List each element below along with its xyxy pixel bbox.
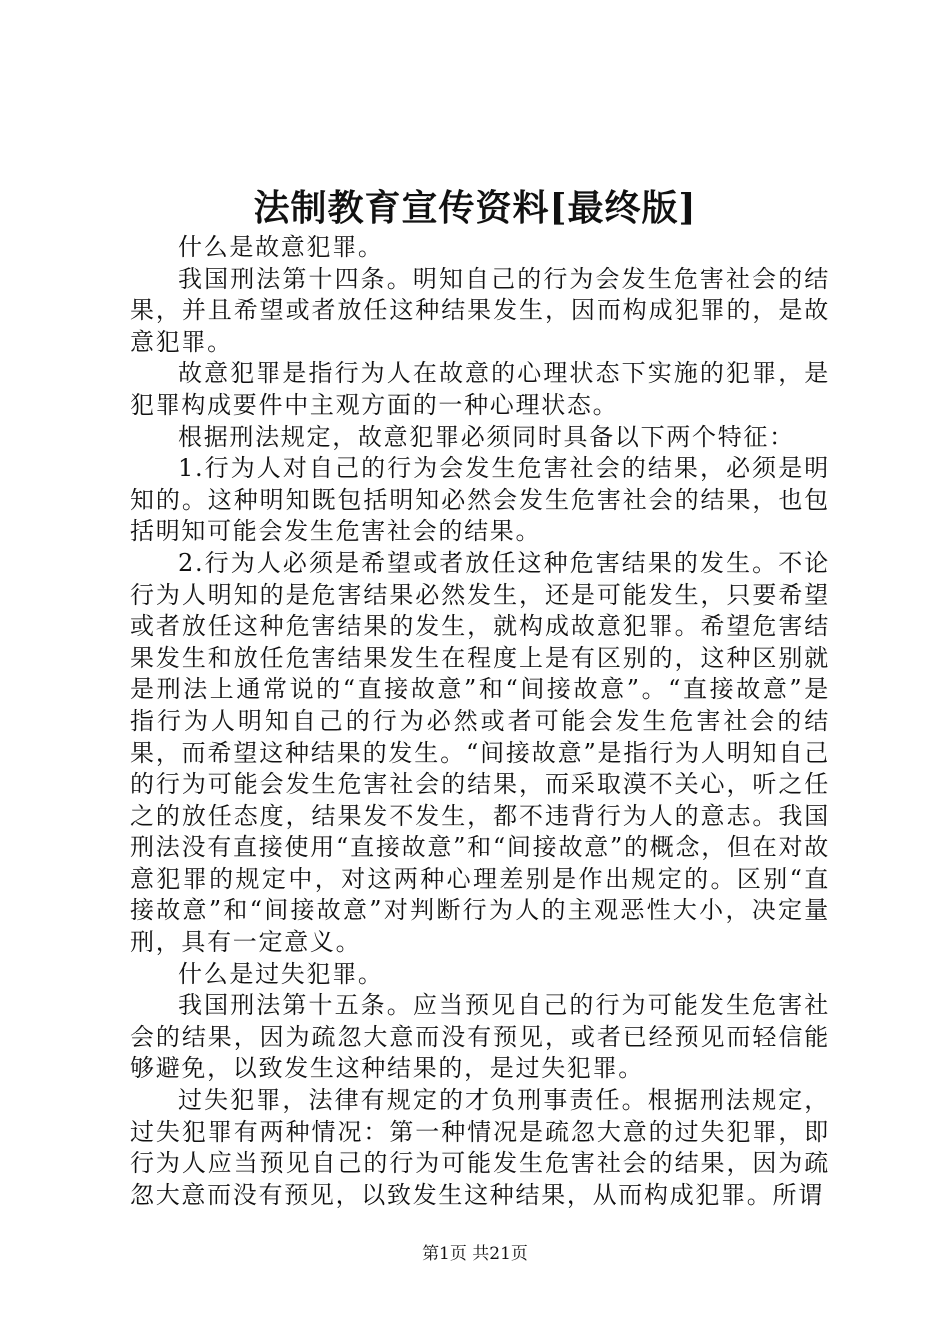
paragraph: 2.行为人必须是希望或者放任这种危害结果的发生。不论行为人明知的是危害结果必然发生，还是可能发生，只要希望或者放任这种危害结果的发生，就构成故意犯罪。希望危害结果发生和放任危害结果发生在程度上是有区别的，这种区别就是刑法上通常说的“直接故意”和“间接故意”。“直接故意”是指行为人明知自己的行为必然或者可能会发生危害社会的结果，而希望这种结果的发生。“间接故意”是指行为人明知自己的行为可能会发生危害社会的结果，而采取漠不关心，听之任之的放任态度，结果发不发生，都不违背行为人的意志。我国刑法没有直接使用“直接故意”和“间接故意”的概念，但在对故意犯罪的规定中，对这两种心理差别是作出规定的。区别“直接故意”和“间接故意”对判断行为人的主观恶性大小，决定量刑，具有一定意义。	[130, 548, 830, 957]
paragraph: 我国刑法第十五条。应当预见自己的行为可能发生危害社会的结果，因为疏忽大意而没有预见，或者已经预见而轻信能够避免，以致发生这种结果的，是过失犯罪。	[130, 991, 830, 1083]
paragraph: 故意犯罪是指行为人在故意的心理状态下实施的犯罪，是犯罪构成要件中主观方面的一种心理状态。	[130, 359, 830, 419]
paragraph: 我国刑法第十四条。明知自己的行为会发生危害社会的结果，并且希望或者放任这种结果发生，因而构成犯罪的，是故意犯罪。	[130, 264, 830, 356]
paragraph: 过失犯罪，法律有规定的才负刑事责任。根据刑法规定，过失犯罪有两种情况：第一种情况是疏忽大意的过失犯罪，即行为人应当预见自己的行为可能发生危害社会的结果，因为疏忽大意而没有预见，以致发生这种结果，从而构成犯罪。所谓	[130, 1086, 830, 1209]
page-number-footer: 第1页 共21页	[422, 1244, 528, 1264]
paragraph: 什么是故意犯罪。	[178, 233, 384, 261]
document-body	[130, 232, 830, 1211]
document-title: 法制教育宣传资料[最终版]	[253, 187, 697, 229]
paragraph: 1.行为人对自己的行为会发生危害社会的结果，必须是明知的。这种明知既包括明知必然会发生危害社会的结果，也包括明知可能会发生危害社会的结果。	[130, 454, 830, 546]
paragraph: 什么是过失犯罪。	[178, 959, 384, 988]
paragraph: 根据刑法规定，故意犯罪必须同时具备以下两个特征：	[178, 422, 795, 451]
